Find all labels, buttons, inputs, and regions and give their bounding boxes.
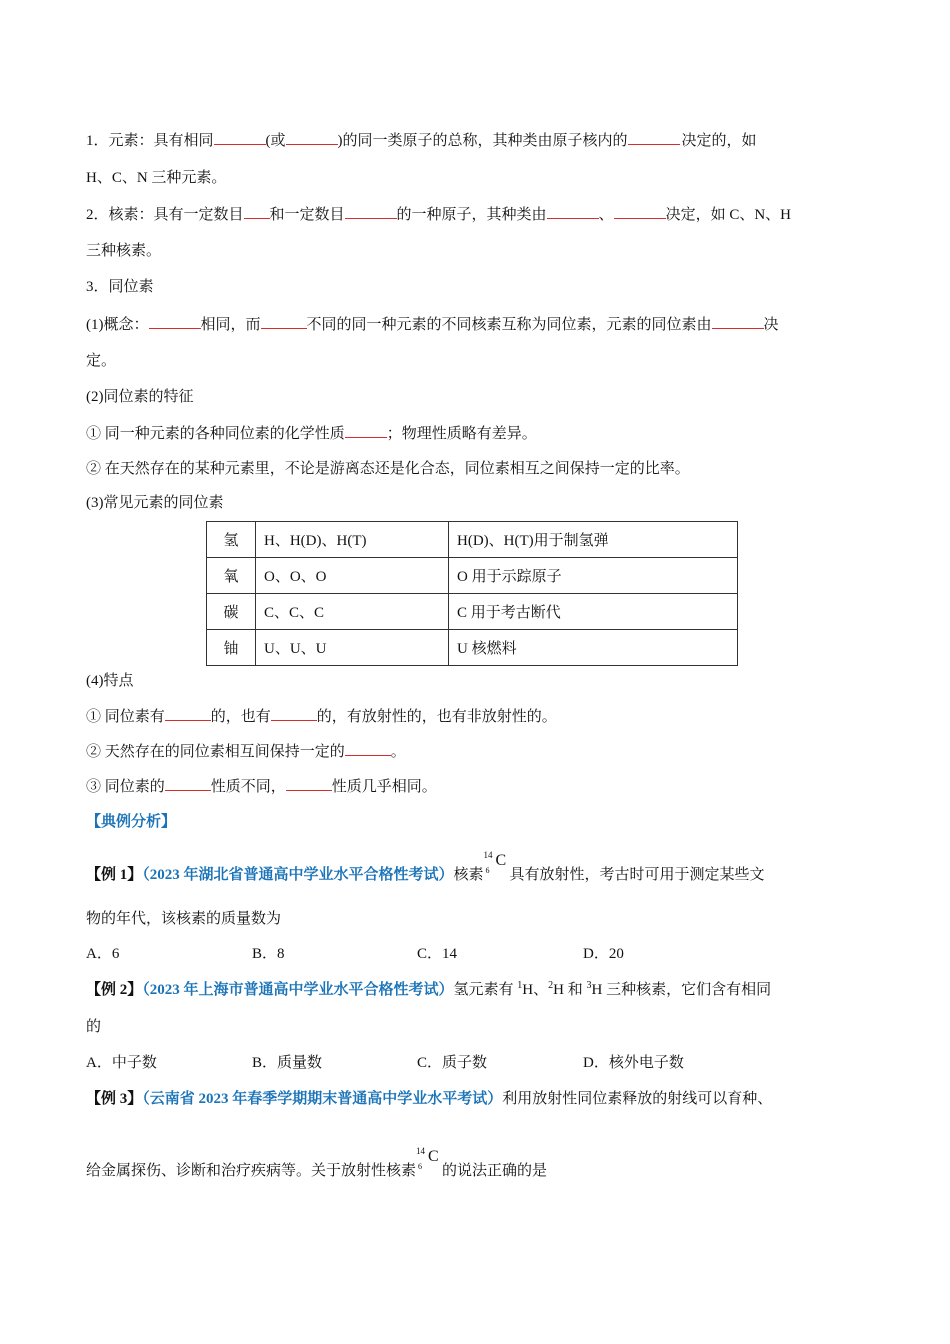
isotope-concept bbox=[86, 314, 779, 335]
fill-blank[interactable] bbox=[165, 776, 211, 791]
text: 氢元素有 bbox=[453, 982, 518, 998]
text: (或 bbox=[265, 133, 286, 149]
table-cell: O 用于示踪原子 bbox=[449, 558, 738, 594]
table-cell: 氧 bbox=[207, 558, 256, 594]
example-3 bbox=[86, 1089, 772, 1109]
example-tag: 【例 2】 bbox=[86, 982, 143, 998]
option-d[interactable]: D．核外电子数 bbox=[583, 1055, 684, 1071]
option-c[interactable]: C．14 bbox=[417, 946, 458, 962]
text: 核素 bbox=[453, 867, 484, 883]
feature-2: ② 在天然存在的某种元素里，不论是游离态还是化合态，同位素相互之间保持一定的比率。 bbox=[86, 461, 690, 477]
text: (1)概念： bbox=[86, 317, 149, 333]
fill-blank[interactable] bbox=[286, 776, 332, 791]
example-source: （2023 年湖北省普通高中学业水平合格性考试） bbox=[142, 867, 454, 883]
example-2 bbox=[86, 980, 771, 1002]
superscript: 1 bbox=[517, 980, 523, 991]
table-row bbox=[207, 558, 738, 594]
option-b[interactable]: B．8 bbox=[252, 946, 285, 962]
fill-blank[interactable] bbox=[244, 204, 270, 219]
text: )的同一类原子的总称，其种类由原子核内的 bbox=[337, 133, 628, 149]
text: ③ 同位素的 bbox=[86, 779, 165, 795]
subsection-title: (2)同位素的特征 bbox=[86, 389, 194, 405]
text: 定。 bbox=[86, 353, 117, 369]
element-symbol: C bbox=[428, 1148, 439, 1165]
text: 性质几乎相同。 bbox=[331, 779, 437, 795]
option-d[interactable]: D．20 bbox=[583, 946, 624, 962]
fill-blank[interactable] bbox=[628, 130, 680, 145]
nuclide-symbol bbox=[483, 850, 510, 879]
text: 具有放射性，考古时可用于测定某些文 bbox=[509, 867, 765, 883]
subsection-title: (3)常见元素的同位素 bbox=[86, 495, 224, 511]
fill-blank[interactable] bbox=[345, 741, 391, 756]
example-tag: 【例 3】 bbox=[86, 1091, 143, 1107]
text: 决定，如 C、N、H bbox=[665, 207, 791, 223]
superscript: 3 bbox=[586, 980, 592, 991]
atomic-number: 6 bbox=[485, 866, 490, 875]
text: 决定的，如 bbox=[681, 133, 757, 149]
element-definition bbox=[86, 130, 757, 151]
text: 2．核素：具有一定数目 bbox=[86, 207, 244, 223]
table-cell: C、C、C bbox=[256, 594, 449, 630]
fill-blank[interactable] bbox=[271, 706, 317, 721]
superscript: 2 bbox=[548, 980, 554, 991]
text: H、C、N 三种元素。 bbox=[86, 170, 227, 186]
table-cell: H(D)、H(T)用于制氢弹 bbox=[449, 522, 738, 558]
option-c[interactable]: C．质子数 bbox=[417, 1055, 488, 1071]
text: 。 bbox=[390, 744, 406, 760]
feature-1 bbox=[86, 423, 537, 444]
text: ① 同位素有 bbox=[86, 709, 165, 725]
table-cell: O、O、O bbox=[256, 558, 449, 594]
fill-blank[interactable] bbox=[165, 706, 211, 721]
table-row bbox=[207, 630, 738, 666]
isotope-table bbox=[206, 521, 738, 666]
table-row bbox=[207, 522, 738, 558]
text: 决 bbox=[763, 317, 779, 333]
text: 相同，而 bbox=[200, 317, 261, 333]
text: 的，也有 bbox=[210, 709, 271, 725]
text: 利用放射性同位素释放的射线可以育种、 bbox=[502, 1091, 773, 1107]
example-source: （2023 年上海市普通高中学业水平合格性考试） bbox=[142, 982, 454, 998]
table-cell: C 用于考古断代 bbox=[449, 594, 738, 630]
text: ② 天然存在的同位素相互间保持一定的 bbox=[86, 744, 345, 760]
fill-blank[interactable] bbox=[547, 204, 599, 219]
mass-number: 14 bbox=[483, 850, 493, 860]
text: 、 bbox=[598, 207, 614, 223]
trait-2 bbox=[86, 741, 406, 762]
fill-blank[interactable] bbox=[149, 314, 201, 329]
example-tag: 【例 1】 bbox=[86, 867, 143, 883]
text: 给金属探伤、诊断和治疗疾病等。关于放射性核素 bbox=[86, 1163, 417, 1179]
fill-blank[interactable] bbox=[345, 204, 397, 219]
trait-3 bbox=[86, 776, 437, 797]
fill-blank[interactable] bbox=[214, 130, 266, 145]
text: ；物理性质略有差异。 bbox=[386, 426, 537, 442]
fill-blank[interactable] bbox=[261, 314, 307, 329]
text: H 三种核素，它们含有相同 bbox=[591, 982, 772, 998]
text: H 和 bbox=[553, 982, 587, 998]
table-cell: U 核燃料 bbox=[449, 630, 738, 666]
table-cell: H、H(D)、H(T) bbox=[256, 522, 449, 558]
table-cell: 铀 bbox=[207, 630, 256, 666]
atomic-number: 6 bbox=[418, 1162, 423, 1171]
fill-blank[interactable] bbox=[345, 423, 387, 438]
nuclide-symbol bbox=[416, 1146, 442, 1175]
text: ① 同一种元素的各种同位素的化学性质 bbox=[86, 426, 345, 442]
nuclide-definition bbox=[86, 204, 791, 225]
example-source: （云南省 2023 年春季学期期末普通高中学业水平考试） bbox=[142, 1091, 503, 1107]
fill-blank[interactable] bbox=[614, 204, 666, 219]
section-title: 3．同位素 bbox=[86, 279, 154, 295]
text: 性质不同， bbox=[210, 779, 286, 795]
mass-number: 14 bbox=[416, 1146, 426, 1156]
text: 的一种原子，其种类由 bbox=[396, 207, 547, 223]
text: 的说法正确的是 bbox=[442, 1163, 548, 1179]
text: 物的年代，该核素的质量数为 bbox=[86, 911, 282, 927]
subsection-title: (4)特点 bbox=[86, 673, 134, 689]
text: H、 bbox=[522, 982, 549, 998]
trait-1 bbox=[86, 706, 557, 727]
fill-blank[interactable] bbox=[712, 314, 764, 329]
example-1 bbox=[86, 850, 765, 885]
option-b[interactable]: B．质量数 bbox=[252, 1055, 323, 1071]
table-row bbox=[207, 594, 738, 630]
table-cell: U、U、U bbox=[256, 630, 449, 666]
text: 1．元素：具有相同 bbox=[86, 133, 214, 149]
element-symbol: C bbox=[495, 852, 507, 869]
option-a[interactable]: A．中子数 bbox=[86, 1055, 157, 1071]
examples-heading: 【典例分析】 bbox=[86, 814, 177, 830]
text: 的 bbox=[86, 1019, 102, 1035]
option-a[interactable]: A．6 bbox=[86, 946, 120, 962]
text: 和一定数目 bbox=[269, 207, 345, 223]
table-cell: 碳 bbox=[207, 594, 256, 630]
text: 的，有放射性的，也有非放射性的。 bbox=[316, 709, 557, 725]
example-3-cont bbox=[86, 1146, 548, 1181]
text: 不同的同一种元素的不同核素互称为同位素，元素的同位素由 bbox=[306, 317, 712, 333]
table-cell: 氢 bbox=[207, 522, 256, 558]
fill-blank[interactable] bbox=[286, 130, 338, 145]
text: 三种核素。 bbox=[86, 243, 162, 259]
